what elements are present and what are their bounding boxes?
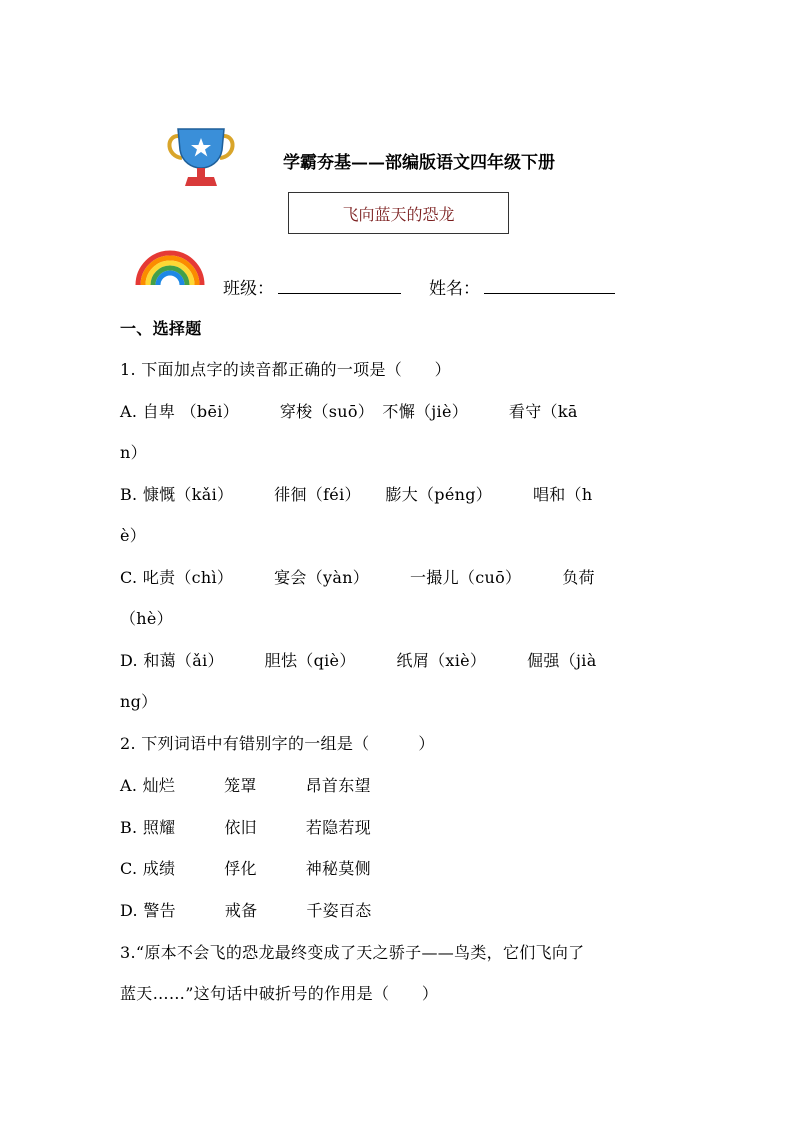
section-heading: 一、选择题 bbox=[120, 319, 202, 338]
q1-option-a-cont: n） bbox=[120, 443, 147, 462]
q2-option-b: B. 照耀 依旧 若隐若现 bbox=[120, 818, 372, 837]
page-title: 学霸夯基——部编版语文四年级下册 bbox=[283, 153, 555, 173]
q1-option-b: B. 慷慨（kǎi） 徘徊（féi） 膨大（péng） 唱和（h bbox=[120, 485, 593, 504]
class-label: 班级： bbox=[223, 279, 274, 299]
q1-option-d-cont: ng） bbox=[120, 692, 158, 711]
q2-option-c: C. 成绩 俘化 神秘莫侧 bbox=[120, 859, 371, 878]
class-field[interactable] bbox=[278, 292, 401, 294]
rainbow-icon bbox=[135, 248, 205, 288]
q1-option-c-cont: （hè） bbox=[120, 609, 173, 628]
q3-stem-cont: 蓝天……”这句话中破折号的作用是（ ） bbox=[120, 984, 439, 1003]
q1-option-d: D. 和蔼（ǎi） 胆怯（qiè） 纸屑（xiè） 倔强（jià bbox=[120, 651, 597, 670]
name-field[interactable] bbox=[484, 292, 615, 294]
q1-stem: 1. 下面加点字的读音都正确的一项是（ ） bbox=[120, 360, 451, 379]
lesson-title: 飞向蓝天的恐龙 bbox=[342, 204, 455, 224]
q2-stem: 2. 下列词语中有错别字的一组是（ ） bbox=[120, 734, 435, 753]
trophy-icon bbox=[166, 126, 236, 188]
q1-option-c: C. 叱责（chì） 宴会（yàn） 一撮儿（cuō） 负荷 bbox=[120, 568, 595, 587]
q3-stem: 3.“原本不会飞的恐龙最终变成了天之骄子——鸟类，它们飞向了 bbox=[120, 943, 585, 962]
q2-option-d: D. 警告 戒备 千姿百态 bbox=[120, 901, 372, 920]
q2-option-a: A. 灿烂 笼罩 昂首东望 bbox=[120, 776, 371, 795]
name-label: 姓名： bbox=[429, 279, 480, 299]
lesson-title-box bbox=[288, 192, 509, 234]
q1-option-b-cont: è） bbox=[120, 526, 147, 545]
q1-option-a: A. 自卑 （bēi） 穿梭（suō） 不懈（jiè） 看守（kā bbox=[120, 402, 578, 421]
